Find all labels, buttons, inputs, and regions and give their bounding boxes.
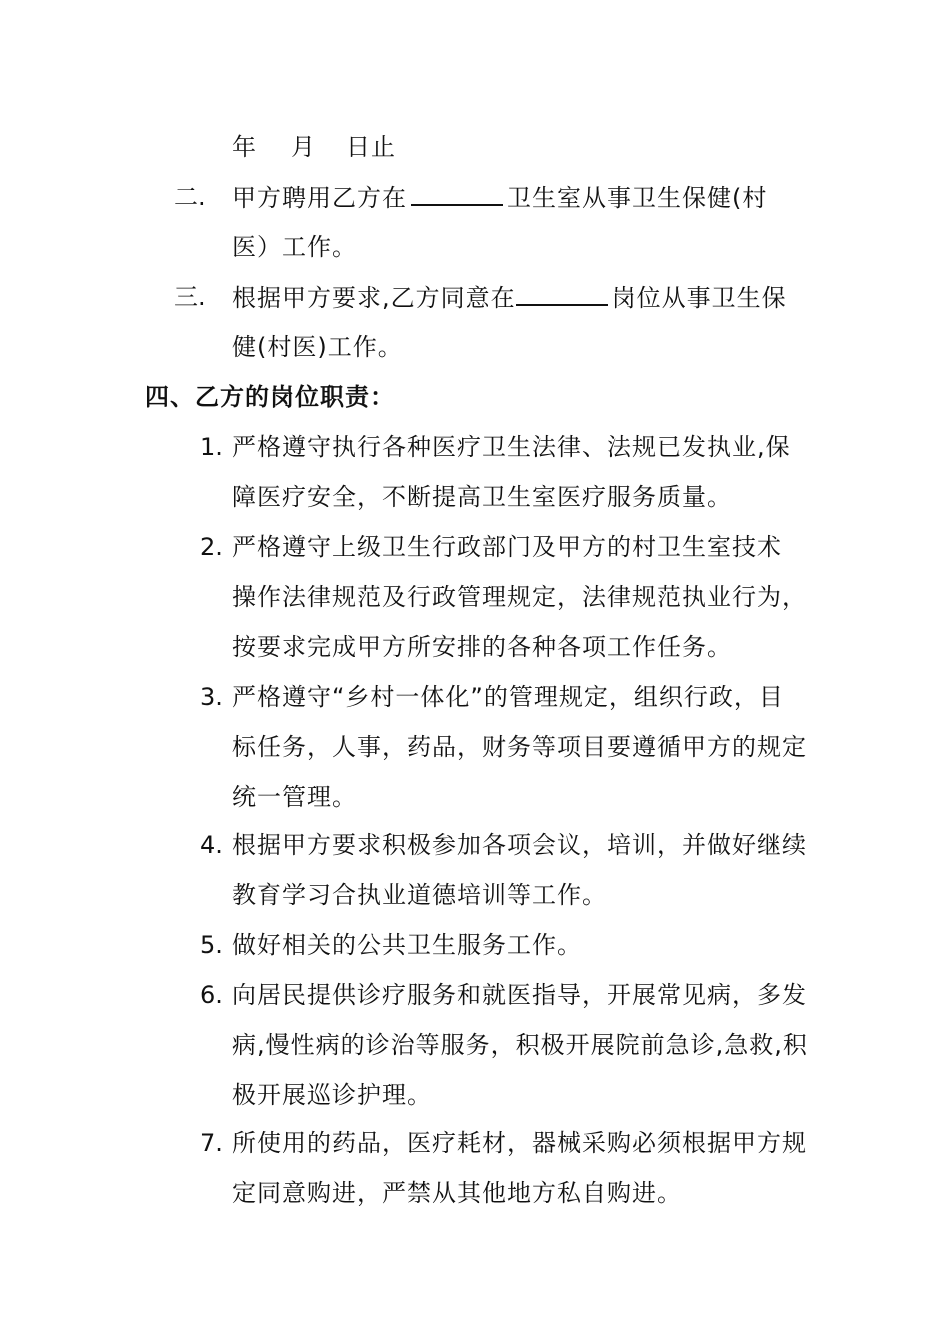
month-text: 月 [291,133,316,161]
duty-2-number: 2. [200,533,223,561]
duty-1-number: 1. [200,433,223,461]
duty-7-line-2: 定同意购进，严禁从其他地方私自购进。 [232,1179,682,1207]
duty-5-line-1: 做好相关的公共卫生服务工作。 [232,931,582,959]
duty-4-line-1: 根据甲方要求积极参加各项会议，培训，并做好继续 [232,831,807,859]
day-end-text: 日止 [346,133,396,161]
clause-3-text-after: 岗位从事卫生保 [611,284,787,312]
duty-1-line-2: 障医疗安全，不断提高卫生室医疗服务质量。 [232,483,732,511]
duty-7-line-1: 所使用的药品，医疗耗材，器械采购必须根据甲方规 [232,1129,807,1157]
duty-4-number: 4. [200,831,223,859]
duty-6-line-1: 向居民提供诊疗服务和就医指导，开展常见病，多发 [232,981,807,1009]
duty-2-line-1: 严格遵守上级卫生行政部门及甲方的村卫生室技术 [232,533,782,561]
date-line [232,132,396,162]
clause-3-line-1 [232,282,787,313]
section-4-heading: 四、乙方的岗位职责： [145,383,395,411]
clause-2-text-before: 甲方聘用乙方在 [232,184,407,212]
clause-3-line-2: 健(村医)工作。 [232,333,403,361]
duty-3-number: 3. [200,683,223,711]
duty-1-line-1: 严格遵守执行各种医疗卫生法律、法规已发执业,保 [232,433,791,461]
clause-2-line-1 [232,182,767,213]
duty-5-number: 5. [200,931,223,959]
clause-2-line-2: 医）工作。 [232,233,357,261]
duty-6-line-2: 病,慢性病的诊治等服务，积极开展院前急诊,急救,积 [232,1031,808,1059]
duty-3-line-2: 标任务，人事，药品，财务等项目要遵循甲方的规定 [232,733,807,761]
duty-3-line-1: 严格遵守“乡村一体化”的管理规定，组织行政，目 [232,683,784,711]
duty-6-number: 6. [200,981,223,1009]
clause-2-number: 二. [174,183,206,211]
duty-3-line-3: 统一管理。 [232,783,357,811]
year-text: 年 [232,133,257,161]
duty-2-line-3: 按要求完成甲方所安排的各种各项工作任务。 [232,633,732,661]
clause-3-number: 三. [174,283,206,311]
clause-2-text-after: 卫生室从事卫生保健(村 [507,184,768,212]
clause-3-blank [516,282,608,306]
duty-4-line-2: 教育学习合执业道德培训等工作。 [232,881,607,909]
duty-2-line-2: 操作法律规范及行政管理规定，法律规范执业行为， [232,583,807,611]
duty-6-line-3: 极开展巡诊护理。 [232,1081,432,1109]
duty-7-number: 7. [200,1129,223,1157]
clause-3-text-before: 根据甲方要求,乙方同意在 [232,284,516,312]
clause-2-blank [411,182,503,206]
